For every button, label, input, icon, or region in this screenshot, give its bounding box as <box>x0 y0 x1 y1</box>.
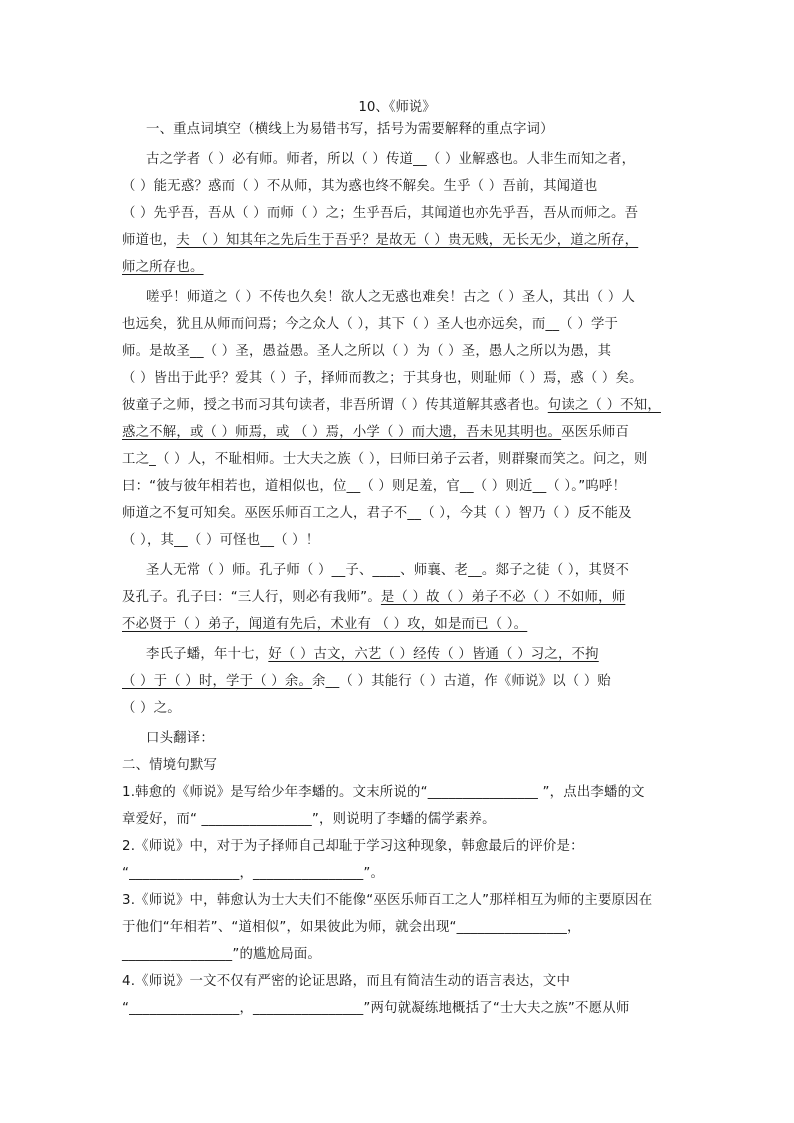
p4-line-2-plain: 余__（ ）其能行（ ）古道，作《师说》以（ ）贻 <box>312 674 612 689</box>
p1-line-1: 古之学者（ ）必有师。师者，所以（ ）传道__（ ）业解惑也。人非生而知之者， <box>146 152 636 167</box>
q2-line-2: “________________，________________”。 <box>122 866 385 881</box>
p2-line-5-plain: 彼童子之师，授之书而习其句读者，非吾所谓（ ）传其道解其惑者也。 <box>122 398 548 413</box>
p1-line-2: （ ）能无惑？惑而（ ）不从师，其为惑也终不解矣。生乎（ ）吾前，其闻道也 <box>122 179 598 194</box>
p1-line-5: 师之所存也。 <box>122 260 204 275</box>
p3-line-3: 不必贤于（ ）弟子，闻道有先后，术业有 （ ）攻，如是而已（ ）。 <box>122 617 528 632</box>
p2-line-10: （ ），其__（ ）可怪也__（ ）！ <box>122 533 320 548</box>
p4-line-1-plain: 李氏子蟠，年十七， <box>146 647 269 662</box>
q3-line-2: 于他们“年相若”、“道相似”，如果彼此为师，就会出现“________________， <box>122 920 581 935</box>
p1-line-4 <box>122 232 638 250</box>
p4-line-1 <box>146 646 599 664</box>
p3-line-2-plain: 及孔子。孔子曰：“三人行，则必有我师”。 <box>122 590 381 605</box>
p2-line-7: 工之_（ ）人，不耻相师。士大夫之族（ ），曰师曰弟子云者，则群聚而笑之。问之，则 <box>122 452 648 467</box>
p2-line-6-plain: 巫医乐师百 <box>561 425 630 440</box>
q4-line-2: “________________，________________”两句就凝练地概括了“士大夫之族”不愿从师 <box>122 1001 630 1016</box>
p2-line-9: 师道之不复可知矣。巫医乐师百工之人，君子不__（ ），今其（ ）智乃（ ）反不能及 <box>122 506 632 521</box>
q3-line-3: ________________”的尴尬局面。 <box>122 947 322 962</box>
q1-line-1: 1.韩愈的《师说》是写给少年李蟠的。文末所说的“________________ ”，点出李蟠的文 <box>122 785 645 800</box>
p4-line-2-underlined: （ ）于（ ）时，学于（ ）余。 <box>122 674 313 689</box>
p2-line-5-underlined: 句读之（ ）不知， <box>547 398 661 413</box>
p1-line-4-underlined: 夫 （ ）知其年之先后生于吾乎？是故无（ ）贵无贱，无长无少，道之所存， <box>176 233 639 248</box>
p3-line-1: 圣人无常（ ）师。孔子师（ ）__子、____、师襄、老__。郯子之徒（ ），其贤不 <box>146 563 630 578</box>
section1-heading: 一、重点词填空（横线上为易错书写，括号为需要解释的重点字词） <box>146 122 554 137</box>
p2-line-6-underlined: 惑之不解，或（ ）师焉，或 （ ）焉，小学（ ）而大遗，吾未见其明也。 <box>122 425 562 440</box>
document-title: 10、《师说》 <box>358 100 436 115</box>
q4-line-1: 4.《师说》一文不仅有严密的论证思路，而且有简洁生动的语言表达，文中 <box>122 974 571 989</box>
section2-heading: 二、情境句默写 <box>122 758 218 773</box>
p2-line-2: 也远矣，犹且从师而问焉；今之众人（ ），其下（ ）圣人也亦远矣，而__（ ）学于 <box>122 317 619 332</box>
q1-line-2: 章爱好，而“ ________________”，则说明了李蟠的儒学素养。 <box>122 812 496 827</box>
p2-line-8: 曰：“彼与彼年相若也，道相似也，位__（ ）则足羞，官__（ ）则近__（ ）。”呜呼！ <box>122 479 627 494</box>
q3-line-1: 3.《师说》中，韩愈认为士大夫们不能像“巫医乐师百工之人”那样相互为师的主要原因在 <box>122 893 653 908</box>
q2-line-1: 2.《师说》中，对于为子择师自己却耻于学习这种现象，韩愈最后的评价是： <box>122 839 584 854</box>
p2-line-6 <box>122 424 629 442</box>
p2-line-3: 师。是故圣__（ ）圣，愚益愚。圣人之所以（ ）为（ ）圣，愚人之所以为愚，其 <box>122 344 612 359</box>
p2-line-1: 嗟乎！师道之（ ）不传也久矣！欲人之无惑也难矣！古之（ ）圣人，其出（ ）人 <box>146 290 636 305</box>
p3-line-2 <box>122 589 625 607</box>
p4-line-2 <box>122 673 611 691</box>
p1-line-4-plain: 师道也， <box>122 233 177 248</box>
p2-line-5 <box>122 397 661 415</box>
p2-line-4: （ ）皆出于此乎？爱其（ ）子，择师而教之；于其身也，则耻师（ ）焉，惑（ ）矣。 <box>122 371 643 386</box>
p4-line-1-underlined: 好（ ）古文，六艺（ ）经传（ ）皆通（ ）习之，不拘 <box>268 647 599 662</box>
p1-line-3: （ ）先乎吾，吾从（ ）而师（ ）之；生乎吾后，其闻道也亦先乎吾，吾从而师之。吾 <box>122 206 639 221</box>
p3-line-2-underlined: 是（ ）故（ ）弟子不必（ ）不如师，师 <box>380 590 626 605</box>
oral-translation-label: 口头翻译： <box>146 731 214 746</box>
p4-line-3: （ ）之。 <box>122 701 181 716</box>
